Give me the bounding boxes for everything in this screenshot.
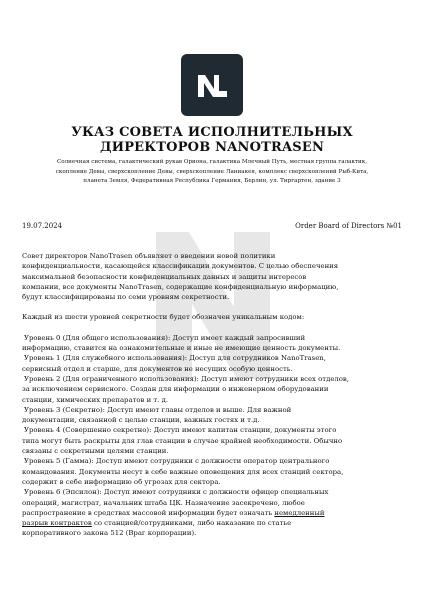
level-3-line: Уровень 3 (Секретно): Доступ имеют главы отделов и выше. Для важной [24,405,292,414]
title-line-2: ДИРЕКТОРОВ NANOTRASEN [99,140,325,155]
order-number: Order Board of Directors №01 [295,222,402,230]
intro-line: компании, все документы NanoTrasen, содержащие конфиденциальную информацию, [22,282,339,291]
level-5-line: командования. Документы несут в себе важные оповещения для всех станций сектора, [22,467,344,476]
level-5-line: содержит в себе информацию об угрозах для сектора. [22,477,221,486]
title-line-1: УКАЗ СОВЕТА ИСПОЛНИТЕЛЬНЫХ [71,125,353,140]
level-5-line: Уровень 5 (Гамма): Доступ имеют сотрудники с должности оператор центрального [24,457,330,466]
level-3-line: документации, связанной с целью станции, важных гостях и т.д. [22,416,260,425]
underlined-text: разрыв контрактов [22,519,92,528]
level-6-line: Уровень 6 (Эпсилон): Доступ имеют сотрудники с должности офицер специальных [24,488,329,497]
logo-glyph-icon [192,65,232,105]
intro-line: будут классифицированы по семи уровням секретности. [22,293,230,302]
level-6-line [22,518,402,528]
nanotrasen-logo-icon [181,54,243,116]
level-2-line: станции, химических препаратов и т. д. [22,395,169,404]
levels-intro: Каждый из шести уровней секретности будет обозначен уникальным кодом: [22,313,305,322]
level-0-line: Уровень 0 (Для общего использования): Доступ имеет каждый запросивший [24,333,306,342]
level-1-line: Уровень 1 (Для служебного использования): Доступ для сотрудников NanoTrasen, [24,354,326,363]
intro-line: конфиденциальности, касающейся классификации документов. С целью обеспечения [22,262,339,271]
level-6-line: операций, магистрат, начальник штаба ЦК. Назначение засекречено, любое [22,498,305,507]
address-block [16,158,408,187]
address-line: скопление Девы, сверхскопление Девы, сверхскопление Ланиакея, комплекс сверхскоплений Рыб-Кита, [55,168,369,175]
document-date: 19.07.2024 [22,222,63,230]
level-1-line: сервисный отдел и старше, для документов не несущих особую ценность. [22,364,293,373]
document-body [22,251,402,539]
level-0-line: информацию, ставится на ознакомительные и иные не имеющие ценность документы. [22,344,341,353]
intro-line: максимальной безопасности конфиденциальных данных и защиты интересов [22,272,307,281]
level-2-line: Уровень 2 (Для ограниченного использования): Доступ имеют сотрудники всех отделов, [24,374,350,383]
level-4-line: Уровень 4 (Совершенно секретно): Доступ имеют капитан станции, документы этого [24,426,337,435]
level-6-text: распространение в средствах массовой информации будет означать [22,508,275,517]
level-6-line [22,508,402,518]
address-line: планета Земля, Федеративная Республика Германия, Берлин, ул. Тиргартен, здание 3 [83,178,341,184]
level-4-line: связаны с секретными целями станции. [22,447,169,456]
level-4-line: типа могут быть раскрыты для глав станции в случае крайней необходимости. Обычно [22,436,343,445]
level-2-line: за исключением сервисного. Создан для информации о инженерном оборудовании [22,385,329,394]
underlined-text: немедленный [274,508,325,517]
level-6-text: со станцией/сотрудниками, либо наказание по статье [91,519,292,528]
intro-line: Совет директоров NanoTrasen объявляет о введении новой политики [22,252,276,260]
address-line: Солнечная система, галактический рукав Ориона, галактика Млечный Путь, местная группа галактик, [56,159,368,165]
document-title [20,125,404,155]
level-6-line: корпоративного закона 512 (Враг корпорации). [22,529,197,538]
